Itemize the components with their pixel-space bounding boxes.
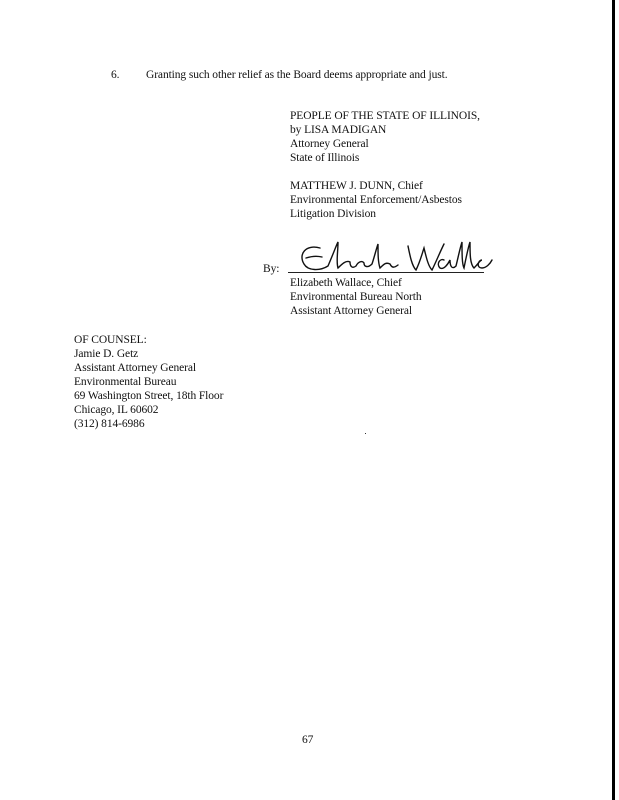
relief-item-text: Granting such other relief as the Board deems appropriate and just. xyxy=(146,69,448,81)
dunn-line: Environmental Enforcement/Asbestos xyxy=(290,194,462,206)
people-line: State of Illinois xyxy=(290,152,360,164)
signatory-line: Elizabeth Wallace, Chief xyxy=(290,277,402,289)
people-block xyxy=(290,109,480,165)
page-edge-scan-line xyxy=(612,0,615,800)
people-line: PEOPLE OF THE STATE OF ILLINOIS, xyxy=(290,110,480,122)
page-number: 67 xyxy=(302,734,314,746)
counsel-line: Jamie D. Getz xyxy=(74,348,139,360)
signatory-line: Assistant Attorney General xyxy=(290,305,412,317)
signatory-block xyxy=(290,276,422,318)
counsel-line: 69 Washington Street, 18th Floor xyxy=(74,390,224,402)
counsel-line: (312) 814-6986 xyxy=(74,418,145,430)
signature-line xyxy=(288,272,484,273)
signatory-line: Environmental Bureau North xyxy=(290,291,422,303)
scan-speck xyxy=(365,433,366,434)
counsel-block xyxy=(74,333,223,431)
counsel-heading: OF COUNSEL: xyxy=(74,334,147,346)
people-line: Attorney General xyxy=(290,138,369,150)
people-line: by LISA MADIGAN xyxy=(290,124,387,136)
dunn-line: MATTHEW J. DUNN, Chief xyxy=(290,180,423,192)
dunn-line: Litigation Division xyxy=(290,208,376,220)
counsel-line: Chicago, IL 60602 xyxy=(74,404,159,416)
by-label: By: xyxy=(263,263,280,275)
dunn-block xyxy=(290,179,462,221)
counsel-line: Assistant Attorney General xyxy=(74,362,196,374)
relief-item-number: 6. xyxy=(111,69,120,81)
counsel-line: Environmental Bureau xyxy=(74,376,177,388)
